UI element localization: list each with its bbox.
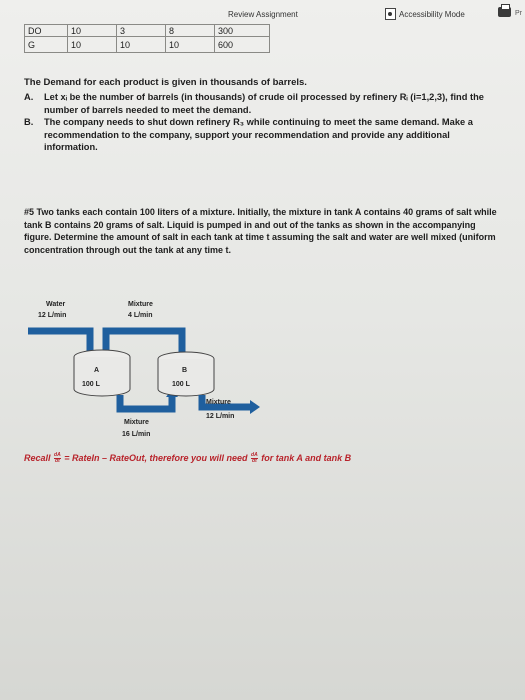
tank-a-volume: 100 L bbox=[82, 381, 100, 388]
table-cell: 10 bbox=[68, 37, 117, 53]
tank-b-label: B bbox=[182, 367, 188, 374]
mixture-top-rate-label: 4 L/min bbox=[128, 312, 153, 319]
table-cell: G bbox=[25, 37, 68, 53]
question-label: B. bbox=[24, 117, 34, 127]
table-cell: 10 bbox=[166, 37, 215, 53]
table-row bbox=[25, 25, 270, 37]
table-cell: DO bbox=[25, 25, 68, 37]
mixture-bottom-label: Mixture bbox=[124, 419, 149, 426]
mixture-bottom-rate-label: 16 L/min bbox=[122, 431, 151, 438]
table-cell: 3 bbox=[117, 25, 166, 37]
tank-b-volume: 100 L bbox=[172, 381, 190, 388]
table-cell: 10 bbox=[117, 37, 166, 53]
mixture-outflow-arrow bbox=[250, 400, 260, 414]
table-cell: 300 bbox=[215, 25, 270, 37]
fraction-denominator: dt bbox=[55, 458, 60, 465]
recall-middle: = RateIn – RateOut, therefore you will need bbox=[64, 453, 248, 463]
problem-5-text: #5 Two tanks each contain 100 liters of a mixture. Initially, the mixture in tank A contains 40 grams of salt while tank B contains 20 grams of salt. Liquid is pumped in and out of the tanks as shown in the accompanying figure. Determine the amount of salt in each tank at time t assuming the salt and water are well mixed (uniform concentration through out the tank at any time t. bbox=[24, 207, 497, 255]
list-item bbox=[24, 91, 504, 116]
water-label: Water bbox=[46, 301, 66, 308]
recall-suffix: for tank A and tank B bbox=[261, 453, 352, 463]
top-toolbar bbox=[0, 0, 525, 22]
table-cell: 600 bbox=[215, 37, 270, 53]
mixture-out-rate-label: 12 L/min bbox=[206, 413, 235, 420]
review-assignment-link[interactable]: Review Assignment bbox=[228, 10, 298, 19]
tank-a-body bbox=[74, 357, 130, 396]
fraction-denominator: dt bbox=[252, 458, 257, 465]
demand-intro-text: The Demand for each product is given in thousands of barrels. bbox=[24, 77, 307, 88]
fraction-numerator: dA bbox=[54, 452, 61, 459]
print-label-partial[interactable]: Pr bbox=[515, 10, 522, 17]
water-inflow-pipe bbox=[28, 331, 90, 353]
accessibility-mode-button[interactable] bbox=[385, 8, 465, 20]
derivative-fraction bbox=[54, 453, 61, 464]
table-row bbox=[25, 37, 270, 53]
recall-note bbox=[24, 453, 504, 464]
table-cell: 10 bbox=[68, 25, 117, 37]
recall-prefix: Recall bbox=[24, 453, 51, 463]
derivative-fraction bbox=[251, 453, 258, 464]
question-label: A. bbox=[24, 92, 34, 102]
question-text: The company needs to shut down refinery R₃ while continuing to meet the same demand. Make a recommendation to the company, support your recommendation and provide any additional information. bbox=[44, 117, 473, 152]
water-rate-label: 12 L/min bbox=[38, 312, 67, 319]
tank-diagram bbox=[24, 295, 284, 445]
mixture-bottom-pipe bbox=[120, 395, 172, 409]
question-list bbox=[24, 91, 504, 154]
mixture-top-label: Mixture bbox=[128, 301, 153, 308]
accessibility-icon bbox=[385, 8, 396, 20]
fraction-numerator: dA bbox=[251, 452, 258, 459]
list-item bbox=[24, 116, 504, 154]
tank-a-label: A bbox=[94, 367, 100, 374]
mixture-out-label: Mixture bbox=[206, 399, 231, 406]
question-text: Let xᵢ be the number of barrels (in thousands) of crude oil processed by refinery Rᵢ (i=1,2,3), find the number of barrels needed to meet the demand. bbox=[44, 92, 484, 115]
print-icon[interactable] bbox=[498, 7, 511, 17]
tank-b-body bbox=[158, 359, 214, 396]
table-cell: 8 bbox=[166, 25, 215, 37]
demand-table bbox=[24, 24, 270, 53]
accessibility-mode-label: Accessibility Mode bbox=[399, 9, 465, 19]
